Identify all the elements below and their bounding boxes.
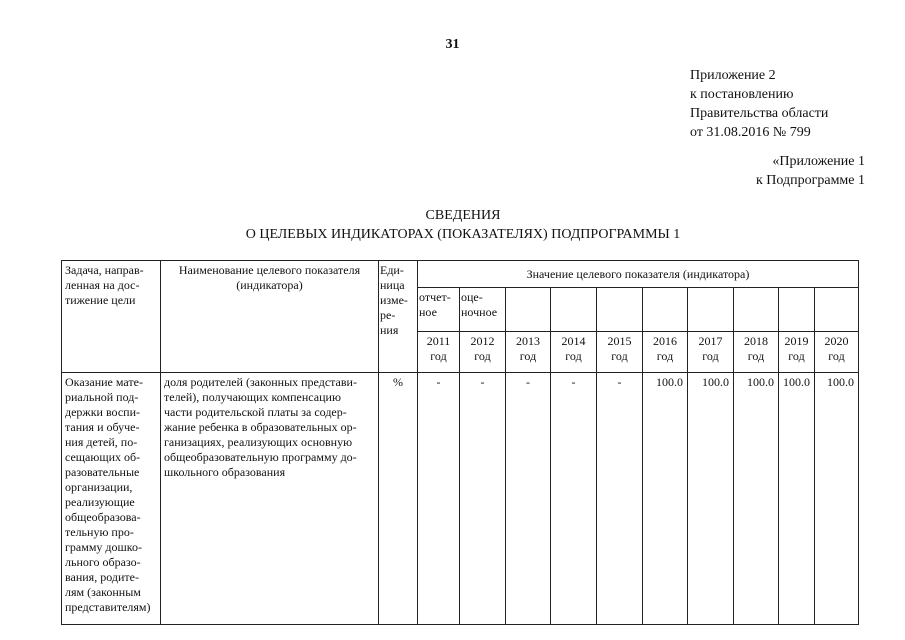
- header-indicator-name: Наименование целевого показателя (индикатора): [161, 261, 379, 373]
- title-line: СВЕДЕНИЯ: [425, 208, 501, 223]
- header-year: 2014 год: [551, 332, 597, 373]
- page-number: 31: [445, 37, 460, 52]
- appendix-line: Приложение 2: [690, 68, 776, 83]
- cell-value: -: [551, 373, 597, 625]
- cell-value: 100.0: [779, 373, 815, 625]
- appendix-line: от 31.08.2016 № 799: [690, 125, 811, 140]
- appendix-header: [690, 66, 828, 142]
- cell-value: -: [597, 373, 643, 625]
- indicators-table: [61, 260, 859, 625]
- sub-appendix-line: к Подпрограмме 1: [755, 173, 865, 188]
- appendix-line: к постановлению: [690, 87, 794, 102]
- header-year: 2013 год: [506, 332, 551, 373]
- cell-task: Оказание мате- риальной под- держки воспи- тания и обуче- ния детей, по- сещающих об- разовательные организации, реализующие общеобразова- тельную про- грамму дошко- льного образо- вания, родите- лям (законным представителям): [62, 373, 161, 625]
- header-year: 2018 год: [734, 332, 779, 373]
- header-year: 2017 год: [688, 332, 734, 373]
- header-year: 2020 год: [815, 332, 859, 373]
- header-value-group: Значение целевого показателя (индикатора): [418, 261, 859, 288]
- sub-appendix-header: [756, 152, 865, 190]
- cell-value: -: [506, 373, 551, 625]
- sub-appendix-line: «Приложение 1: [772, 154, 865, 169]
- header-task: Задача, направ- ленная на дос- тижение цели: [62, 261, 161, 373]
- header-year: 2019 год: [779, 332, 815, 373]
- cell-value: 100.0: [643, 373, 688, 625]
- cell-indicator: доля родителей (законных представи- телей), получающих компенсацию части родительской платы за содер- жание ребенка в образовательных ор- ганизациях, реализующих основную общеобразовательную программу до- школьного образования: [161, 373, 379, 625]
- title-line: О ЦЕЛЕВЫХ ИНДИКАТОРАХ (ПОКАЗАТЕЛЯХ) ПОДПРОГРАММЫ 1: [245, 227, 681, 242]
- header-year: 2012 год: [460, 332, 506, 373]
- document-title: [0, 206, 905, 244]
- header-estimated: оце- ночное: [460, 288, 506, 332]
- cell-value: 100.0: [815, 373, 859, 625]
- cell-value: 100.0: [734, 373, 779, 625]
- cell-value: -: [418, 373, 460, 625]
- appendix-line: Правительства области: [690, 106, 829, 121]
- header-year: 2016 год: [643, 332, 688, 373]
- header-unit: Еди- ница изме- ре- ния: [379, 261, 418, 373]
- table-row: [62, 373, 859, 625]
- cell-unit: %: [379, 373, 418, 625]
- cell-value: -: [460, 373, 506, 625]
- header-reported: отчет- ное: [418, 288, 460, 332]
- header-year: 2015 год: [597, 332, 643, 373]
- cell-value: 100.0: [688, 373, 734, 625]
- header-year: 2011 год: [418, 332, 460, 373]
